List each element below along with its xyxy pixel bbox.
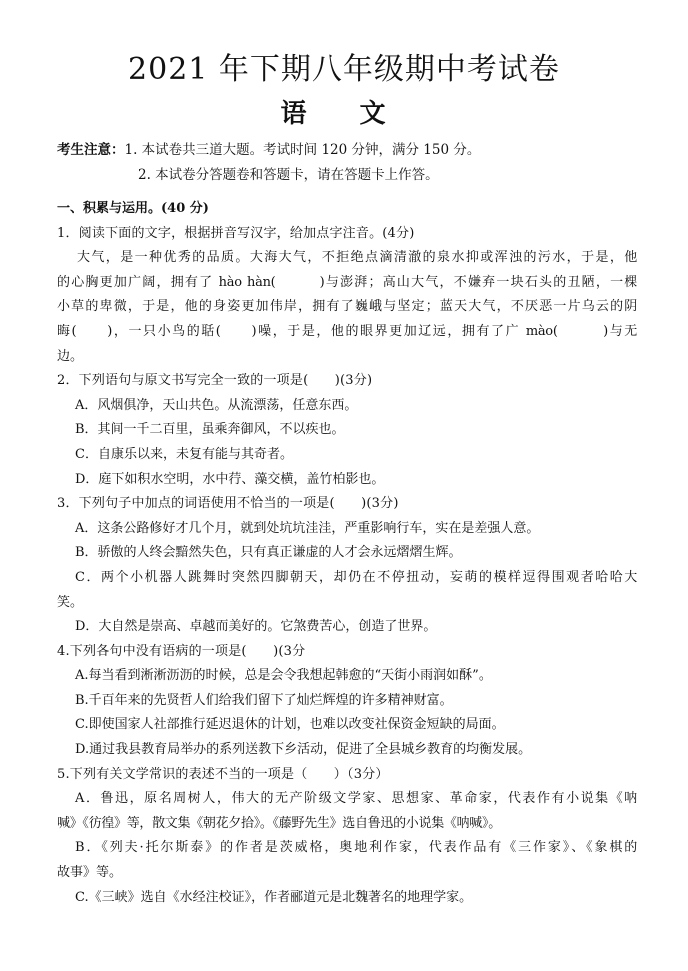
option-a: A.每当看到淅淅沥沥的时候，总是会令我想起韩愈的“天街小雨润如酥”。 [75,668,492,684]
notice-item-1: 1. 本试卷共三道大题。考试时间 120 分钟，满分 150 分。 [124,142,481,158]
question-5-stem: 5.下列有关文学常识的表述不当的一项是（ ）（3分） [57,766,389,782]
option-b: B.千百年来的先贤哲人们给我们留下了灿烂辉煌的许多精神财富。 [75,692,453,708]
question-content [57,197,637,910]
notice-label: 考生注意： [57,142,125,158]
subject-title: 语 文 [280,99,408,129]
question-3-stem: 3．下列句子中加点的词语使用不恰当的一项是( )(3分) [57,496,399,512]
option-a-continued: 喊》《彷徨》等，散文集《朝花夕拾》。《藤野先生》选自鲁迅的小说集《呐喊》。 [57,815,501,831]
option-b: B．骄傲的人终会黯然失色，只有真正谦虚的人才会永远熠熠生辉。 [75,545,462,561]
option-b: B．其间一千二百里，虽乘奔御风，不以疾也。 [75,422,345,438]
option-d: D．大自然是崇高、卓越而美好的。它煞费苦心，创造了世界。 [75,619,437,635]
notice-item-2: 2. 本试卷分答题卷和答题卡，请在答题卡上作答。 [138,166,439,183]
option-b: B．《列夫·托尔斯泰》的作者是茨威格，奥地利作家，代表作品有《三作家》、《象棋的 [75,840,637,856]
passage-line: 的心胸更加广阔，拥有了 hào hàn( )与澎湃；高山大气，不嫌弃一块石头的丑陋，一棵 [57,274,637,290]
question-1-stem: 1．阅读下面的文字，根据拼音写汉字，给加点字注音。(4分) [57,225,415,241]
option-c: C．自康乐以来，未复有能与其奇者。 [75,446,293,462]
option-c-continued: 笑。 [57,594,84,610]
passage-line: 边。 [57,348,84,364]
question-2-stem: 2．下列语句与原文书写完全一致的一项是( )(3分) [57,373,373,389]
passage-line: 晦( )，一只小鸟的聒( )噪，于是，他的眼界更加辽远，拥有了广 mào( )与无 [57,323,637,339]
section-heading: 一、积累与运用。(40 分) [57,201,209,216]
option-b-continued: 故事》等。 [57,865,123,881]
passage-line: 大气，是一种优秀的品质。大海大气，不拒绝点滴清澈的泉水抑或浑浊的污水，于是，他 [77,250,637,266]
exam-notice [57,138,480,187]
question-4-stem: 4.下列各句中没有语病的一项是( )(3分 [57,643,306,659]
option-c: C.《三峡》选自《水经注校证》，作者郦道元是北魏著名的地理学家。 [75,889,473,905]
option-c: C.即使国家人社部推行延迟退休的计划，也难以改变社保资金短缺的局面。 [75,717,505,733]
passage-line: 小草的卑微，于是，他的身姿更加伟岸，拥有了巍峨与坚定；蓝天大气，不厌恶一片乌云的阴 [57,299,637,315]
option-a: A．风烟俱净，天山共色。从流漂荡，任意东西。 [75,397,358,413]
exam-title: 2021 年下期八年级期中考试卷 [128,52,560,87]
notice-line-1 [57,138,480,163]
option-d: D.通过我县教育局举办的系列送教下乡活动，促进了全县城乡教育的均衡发展。 [75,742,532,758]
option-c: C．两个小机器人跳舞时突然四脚朝天，却仍在不停扭动，妄萌的模样逗得围观者哈哈大 [75,569,637,585]
option-a: A．鲁迅，原名周树人，伟大的无产阶级文学家、思想家、革命家，代表作有小说集《呐 [75,791,637,807]
option-a: A．这条公路修好才几个月，就到处坑坑洼洼，严重影响行车，实在是差强人意。 [75,520,540,536]
option-d: D．庭下如积水空明，水中荇、藻交横，盖竹柏影也。 [75,471,385,487]
